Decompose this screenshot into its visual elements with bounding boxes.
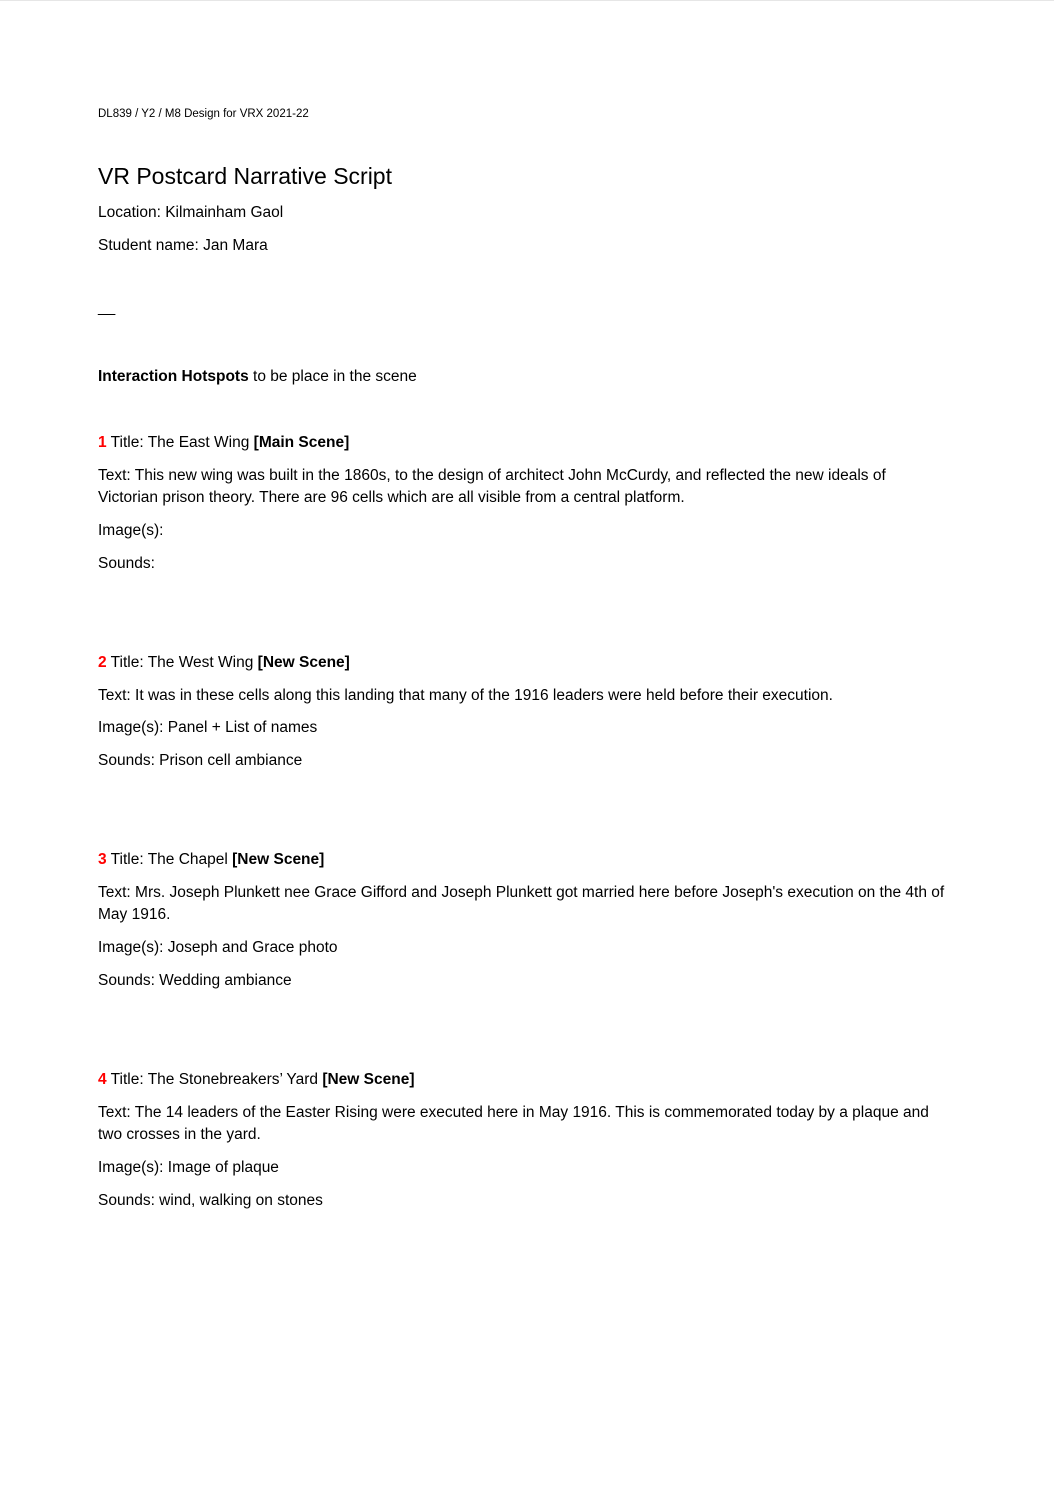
student-name-line: Student name: Jan Mara (98, 237, 268, 254)
hotspots-intro-rest: to be place in the scene (248, 368, 417, 385)
hotspot-number: 4 (98, 1071, 107, 1088)
hotspot-title: Title: The East Wing (106, 434, 254, 451)
hotspot-text: Text: It was in these cells along this landing that many of the 1916 leaders were held before their execution. (98, 687, 833, 704)
hotspot-scene-tag: [New Scene] (322, 1071, 415, 1088)
course-code: DL839 / Y2 / M8 Design for VRX 2021-22 (98, 108, 309, 120)
hotspot-number: 1 (98, 434, 107, 451)
hotspot-title-line (98, 849, 324, 871)
hotspot-title: Title: The Chapel (106, 851, 233, 868)
location-line: Location: Kilmainham Gaol (98, 204, 284, 221)
hotspot-title-line (98, 1069, 414, 1091)
hotspot-images: Image(s): (98, 522, 164, 539)
hotspots-intro-bold: Interaction Hotspots (98, 368, 249, 385)
hotspot-images: Image(s): Image of plaque (98, 1159, 279, 1176)
hotspot-sounds: Sounds: wind, walking on stones (98, 1192, 323, 1209)
hotspot-text: Text: The 14 leaders of the Easter Rising were executed here in May 1916. This is commemorated today by a plaque and two crosses in the yard. (98, 1104, 929, 1143)
hotspot-text: Text: This new wing was built in the 1860s, to the design of architect John McCurdy, and reflected the new ideals of Victorian prison theory. There are 96 cells which are all visible from a central platform. (98, 467, 886, 506)
hotspot-title-line (98, 652, 350, 674)
page-title: VR Postcard Narrative Script (98, 163, 392, 189)
hotspots-intro (98, 366, 417, 388)
hotspot-title: Title: The West Wing (106, 654, 258, 671)
hotspot-sounds: Sounds: Prison cell ambiance (98, 752, 303, 769)
hotspot-images: Image(s): Panel + List of names (98, 719, 318, 736)
hotspot-number: 3 (98, 851, 107, 868)
hotspot-scene-tag: [New Scene] (232, 851, 325, 868)
hotspot-sounds: Sounds: (98, 555, 155, 572)
hotspot-title-line (98, 432, 349, 454)
hotspot-sounds: Sounds: Wedding ambiance (98, 972, 292, 989)
hotspot-scene-tag: [Main Scene] (253, 434, 350, 451)
hotspot-number: 2 (98, 654, 107, 671)
hotspot-text: Text: Mrs. Joseph Plunkett nee Grace Gifford and Joseph Plunkett got married here before Joseph's execution on the 4th of May 1916. (98, 884, 945, 923)
hotspot-images: Image(s): Joseph and Grace photo (98, 939, 338, 956)
separator: __ (98, 299, 116, 316)
hotspot-scene-tag: [New Scene] (257, 654, 350, 671)
hotspot-title: Title: The Stonebreakers’ Yard (106, 1071, 323, 1088)
